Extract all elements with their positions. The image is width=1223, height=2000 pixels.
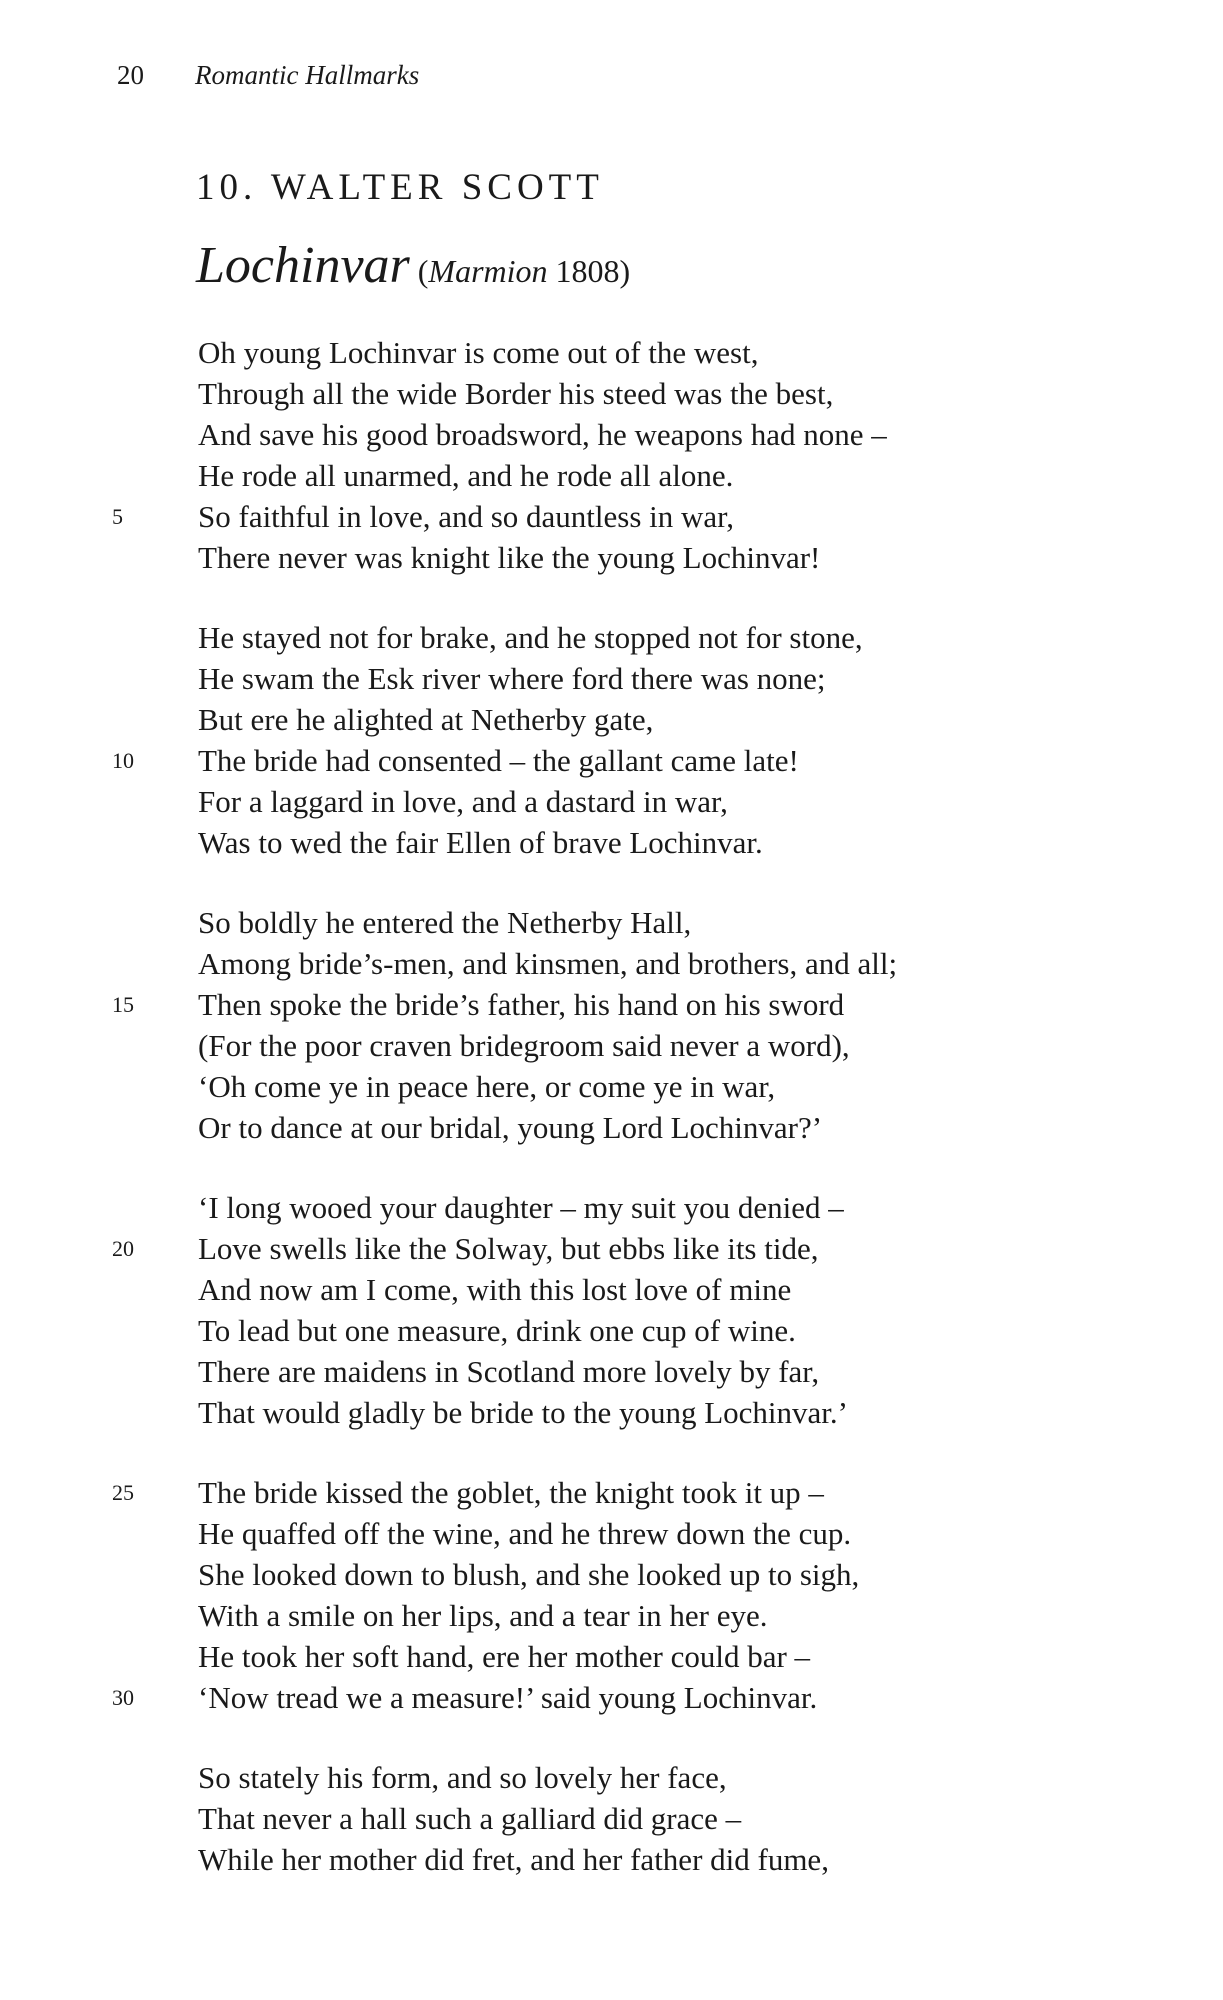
poem-line (0, 984, 1223, 1025)
poem-line (0, 1757, 1223, 1798)
line-text: Through all the wide Border his steed was the best, (198, 376, 834, 411)
poem-line (0, 1472, 1223, 1513)
source-work: Marmion (428, 253, 548, 289)
line-text: Or to dance at our bridal, young Lord Lochinvar?’ (198, 1110, 823, 1145)
line-number: 5 (112, 504, 123, 529)
poem-line (0, 1269, 1223, 1310)
stanza (0, 902, 1223, 1148)
line-text: So boldly he entered the Netherby Hall, (198, 905, 692, 940)
poem-line (0, 781, 1223, 822)
poem-line (0, 1025, 1223, 1066)
line-number: 30 (112, 1685, 134, 1710)
line-number: 15 (112, 992, 134, 1017)
poem-title-block (196, 236, 630, 295)
poem-line (0, 740, 1223, 781)
poem-body (0, 332, 1223, 1919)
line-text: So faithful in love, and so dauntless in war, (198, 499, 735, 534)
line-text: Was to wed the fair Ellen of brave Lochinvar. (198, 825, 763, 860)
line-text: He stayed not for brake, and he stopped not for stone, (198, 620, 863, 655)
poem-line (0, 1554, 1223, 1595)
poem-line (0, 1107, 1223, 1148)
line-number: 10 (112, 748, 134, 773)
author-heading: 10. WALTER SCOTT (196, 167, 604, 208)
line-number: 20 (112, 1236, 134, 1261)
poem-line (0, 902, 1223, 943)
line-text: To lead but one measure, drink one cup of wine. (198, 1313, 796, 1348)
line-text: And save his good broadsword, he weapons had none – (198, 417, 887, 452)
poem-line (0, 455, 1223, 496)
poem-line (0, 1392, 1223, 1433)
line-text: And now am I come, with this lost love of mine (198, 1272, 792, 1307)
line-text: ‘Now tread we a measure!’ said young Lochinvar. (198, 1680, 818, 1715)
poem-line (0, 1513, 1223, 1554)
line-text: She looked down to blush, and she looked up to sigh, (198, 1557, 860, 1592)
poem-title: Lochinvar (196, 237, 410, 294)
poem-line (0, 1636, 1223, 1677)
poem-line (0, 1228, 1223, 1269)
stanza (0, 1757, 1223, 1880)
line-number: 25 (112, 1480, 134, 1505)
poem-line (0, 373, 1223, 414)
line-text: Oh young Lochinvar is come out of the west, (198, 335, 759, 370)
poem-line (0, 1595, 1223, 1636)
line-text: That would gladly be bride to the young Lochinvar.’ (198, 1395, 848, 1430)
stanza (0, 617, 1223, 863)
poem-line (0, 537, 1223, 578)
line-text: He rode all unarmed, and he rode all alone. (198, 458, 734, 493)
line-text: While her mother did fret, and her father did fume, (198, 1842, 829, 1877)
poem-line (0, 943, 1223, 984)
poem-line (0, 496, 1223, 537)
source-year: 1808 (555, 253, 620, 289)
stanza (0, 1187, 1223, 1433)
poem-line (0, 1839, 1223, 1880)
line-text: The bride kissed the goblet, the knight took it up – (198, 1475, 824, 1510)
line-text: ‘I long wooed your daughter – my suit you denied – (198, 1190, 844, 1225)
line-text: (For the poor craven bridegroom said never a word), (198, 1028, 850, 1063)
page-number: 20 (117, 60, 144, 90)
poem-line (0, 658, 1223, 699)
line-text: ‘Oh come ye in peace here, or come ye in war, (198, 1069, 776, 1104)
poem-line (0, 1066, 1223, 1107)
stanza (0, 1472, 1223, 1718)
poem-line (0, 1310, 1223, 1351)
line-text: There are maidens in Scotland more lovely by far, (198, 1354, 820, 1389)
poem-line (0, 1187, 1223, 1228)
line-text: The bride had consented – the gallant came late! (198, 743, 799, 778)
poem-line (0, 1351, 1223, 1392)
line-text: He swam the Esk river where ford there was none; (198, 661, 826, 696)
line-text: There never was knight like the young Lochinvar! (198, 540, 821, 575)
poem-line (0, 1798, 1223, 1839)
line-text: But ere he alighted at Netherby gate, (198, 702, 654, 737)
running-title: Romantic Hallmarks (195, 60, 420, 90)
line-text: Love swells like the Solway, but ebbs like its tide, (198, 1231, 819, 1266)
line-text: With a smile on her lips, and a tear in her eye. (198, 1598, 768, 1633)
line-text: For a laggard in love, and a dastard in war, (198, 784, 728, 819)
poem-line (0, 822, 1223, 863)
poem-line (0, 1677, 1223, 1718)
line-text: That never a hall such a galliard did grace – (198, 1801, 742, 1836)
line-text: He quaffed off the wine, and he threw down the cup. (198, 1516, 852, 1551)
line-text: So stately his form, and so lovely her face, (198, 1760, 727, 1795)
running-head (117, 60, 419, 91)
line-text: Among bride’s-men, and kinsmen, and brothers, and all; (198, 946, 898, 981)
poem-line (0, 414, 1223, 455)
poem-source: (Marmion 1808) (417, 253, 631, 289)
poem-line (0, 617, 1223, 658)
line-text: He took her soft hand, ere her mother could bar – (198, 1639, 811, 1674)
line-text: Then spoke the bride’s father, his hand on his sword (198, 987, 845, 1022)
stanza (0, 332, 1223, 578)
poem-line (0, 332, 1223, 373)
poem-line (0, 699, 1223, 740)
